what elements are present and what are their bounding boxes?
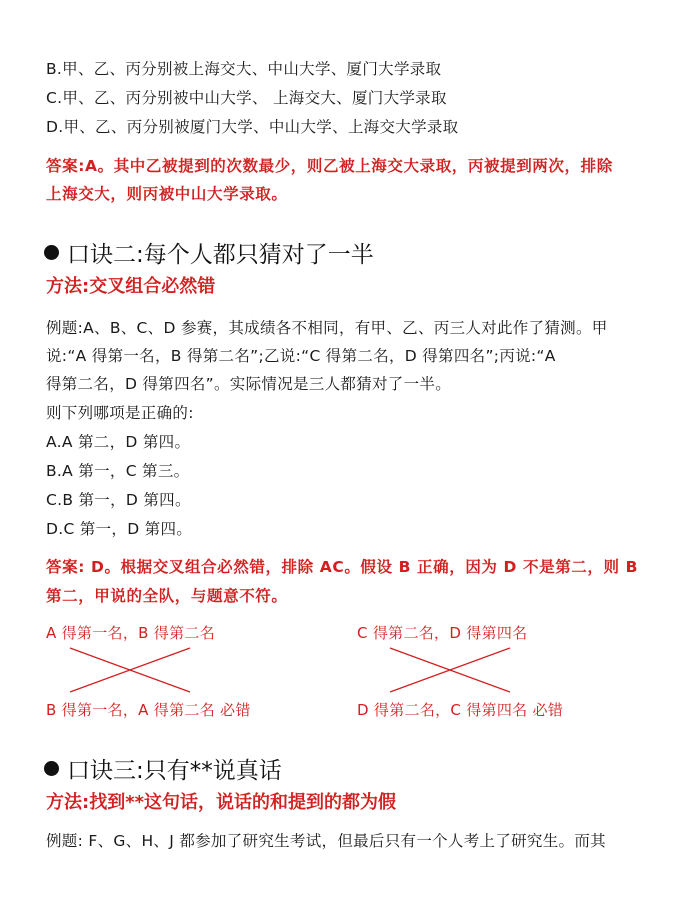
section-3-title: 口诀三:只有**说真话 xyxy=(67,758,282,784)
section-3-question-line-1: 例题: F、G、H、J 都参加了研究生考试，但最后只有一个人考上了研究生。而其 xyxy=(46,832,606,850)
section-2-question-line-4: 则下列哪项是正确的: xyxy=(46,404,194,422)
answer-1-line-1: 答案:A。其中乙被提到的次数最少，则乙被上海交大录取，丙被提到两次，排除 xyxy=(46,157,613,175)
diagram-left-bottom: B 得第一名，A 得第二名 必错 xyxy=(46,701,251,719)
option-b: B.甲、乙、丙分别被上海交大、中山大学、厦门大学录取 xyxy=(46,60,442,78)
answer-2-line-2: 第二，甲说的全队，与题意不符。 xyxy=(46,587,288,605)
section-2-option-d: D.C 第一，D 第四。 xyxy=(46,520,193,538)
diagram-left-top: A 得第一名，B 得第二名 xyxy=(46,624,215,642)
section-2-title: 口诀二:每个人都只猜对了一半 xyxy=(67,242,374,268)
option-c: C.甲、乙、丙分别被中山大学、 上海交大、厦门大学录取 xyxy=(46,89,447,107)
diagram-right-top: C 得第二名，D 得第四名 xyxy=(357,624,528,642)
section-2-question-line-3: 得第二名，D 得第四名”。实际情况是三人都猜对了一半。 xyxy=(46,375,451,393)
section-2-question-line-1: 例题:A、B、C、D 参赛，其成绩各不相同，有甲、乙、丙三人对此作了猜测。甲 xyxy=(46,319,608,337)
section-2-option-a: A.A 第二，D 第四。 xyxy=(46,433,191,451)
answer-1-line-2: 上海交大，则丙被中山大学录取。 xyxy=(46,185,288,203)
section-3-heading xyxy=(44,756,282,786)
section-2-question-line-2: 说:“A 得第一名，B 得第二名”;乙说:“C 得第二名，D 得第四名”;丙说:“A xyxy=(46,347,556,365)
section-2-option-c: C.B 第一，D 第四。 xyxy=(46,491,191,509)
option-d: D.甲、乙、丙分别被厦门大学、中山大学、上海交大学录取 xyxy=(46,118,459,136)
diagram-right-bottom: D 得第二名，C 得第四名 必错 xyxy=(357,701,564,719)
section-3-method: 方法:找到**这句话，说话的和提到的都为假 xyxy=(46,792,397,813)
answer-2-line-1: 答案: D。根据交叉组合必然错，排除 AC。假设 B 正确，因为 D 不是第二，则 B xyxy=(46,558,639,576)
section-2-method: 方法:交叉组合必然错 xyxy=(46,276,216,297)
bullet-icon xyxy=(44,761,59,776)
section-2-option-b: B.A 第一，C 第三。 xyxy=(46,462,190,480)
